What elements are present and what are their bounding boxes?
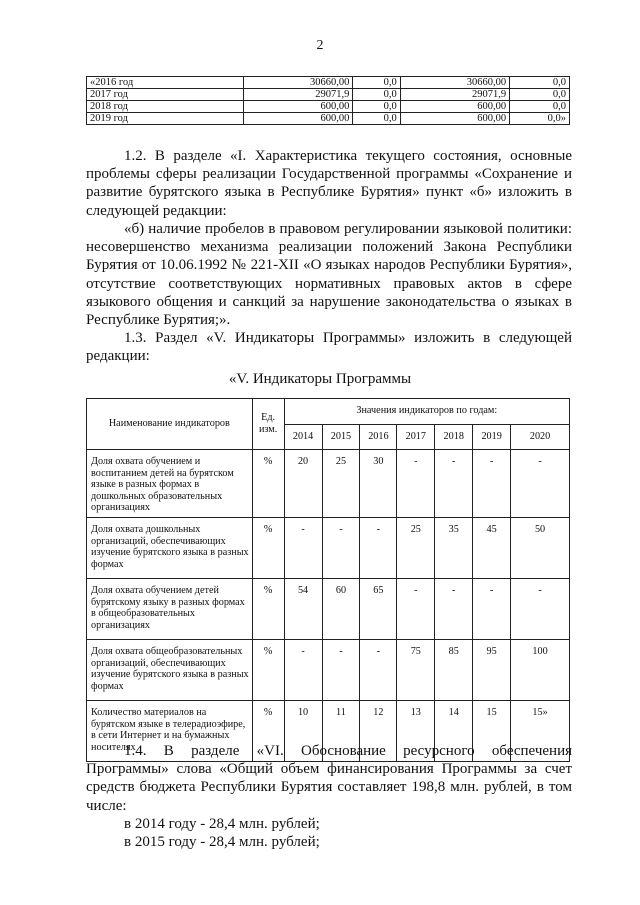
paragraph-1-3: 1.3. Раздел «V. Индикаторы Программы» изложить в следующей редакции: (86, 330, 572, 365)
budget-table-row (87, 101, 570, 113)
budget-table-cell: 600,00 (244, 113, 353, 125)
header-year: 2016 (360, 424, 397, 450)
budget-table-cell: 0,0 (510, 101, 570, 113)
indicator-value: - (473, 450, 511, 518)
indicator-value: 45 (473, 517, 511, 578)
indicator-unit: % (252, 517, 284, 578)
indicator-value: 12 (360, 700, 397, 761)
indicator-value: 60 (322, 578, 360, 639)
budget-table-cell: 0,0 (353, 113, 400, 125)
header-unit: Ед. изм. (252, 399, 284, 450)
indicator-value: 20 (284, 450, 322, 518)
budget-table (86, 76, 570, 125)
budget-table-cell: 600,00 (400, 101, 509, 113)
budget-table-cell: 2019 год (87, 113, 244, 125)
indicators-header-row (87, 399, 570, 425)
indicator-value: 13 (397, 700, 435, 761)
indicator-value: - (511, 578, 570, 639)
budget-table-cell: 29071,9 (400, 89, 509, 101)
indicator-value: 10 (284, 700, 322, 761)
indicator-unit: % (252, 700, 284, 761)
budget-table-cell: 0,0 (510, 77, 570, 89)
indicator-value: 54 (284, 578, 322, 639)
budget-table-cell: 0,0 (510, 89, 570, 101)
budget-table-cell: 29071,9 (244, 89, 353, 101)
budget-table-cell: 0,0» (510, 113, 570, 125)
page-number: 2 (316, 38, 324, 53)
indicator-value: 25 (322, 450, 360, 518)
indicator-value: - (284, 639, 322, 700)
indicator-value: - (322, 517, 360, 578)
header-year: 2019 (473, 424, 511, 450)
indicator-value: 35 (435, 517, 473, 578)
indicator-value: - (322, 639, 360, 700)
indicator-value: - (360, 639, 397, 700)
indicator-value: - (284, 517, 322, 578)
header-year: 2014 (284, 424, 322, 450)
indicators-table-title: «V. Индикаторы Программы (228, 371, 412, 387)
budget-table-row (87, 77, 570, 89)
indicator-value: - (511, 450, 570, 518)
indicator-value: 15» (511, 700, 570, 761)
indicator-unit: % (252, 578, 284, 639)
indicator-name: Доля охвата обучением детей бурятскому языку в разных формах в общеобразовательных организациях (87, 578, 253, 639)
paragraph-1-4: 1.4. В разделе «VI. Обоснование ресурсного обеспечения Программы» слова «Общий объем финансирования Программы за счет средств бюджета Республики Бурятия составляет 198,8 млн. рублей, в том числе: (86, 743, 572, 814)
indicator-value: - (360, 517, 397, 578)
header-year: 2020 (511, 424, 570, 450)
indicator-value: 75 (397, 639, 435, 700)
indicator-name: Доля охвата дошкольных организаций, обеспечивающих изучение бурятского языка в разных формах (87, 517, 253, 578)
indicator-value: - (473, 578, 511, 639)
indicator-row (87, 578, 570, 639)
header-name: Наименование индикаторов (87, 399, 253, 450)
indicator-value: - (397, 450, 435, 518)
budget-table-cell: 0,0 (353, 77, 400, 89)
header-year: 2015 (322, 424, 360, 450)
budget-table-cell: 0,0 (353, 101, 400, 113)
budget-table-cell: «2016 год (87, 77, 244, 89)
indicator-value: 100 (511, 639, 570, 700)
indicator-value: 11 (322, 700, 360, 761)
indicator-value: 30 (360, 450, 397, 518)
indicator-unit: % (252, 450, 284, 518)
indicator-value: 95 (473, 639, 511, 700)
budget-table-row (87, 89, 570, 101)
indicator-value: - (435, 578, 473, 639)
indicator-name: Доля охвата обучением и воспитанием детей на бурятском языке в разных формах в дошкольных образовательных организациях (87, 450, 253, 518)
indicator-row (87, 450, 570, 518)
indicator-value: 65 (360, 578, 397, 639)
budget-table-row (87, 113, 570, 125)
budget-table-cell: 30660,00 (244, 77, 353, 89)
indicator-value: 25 (397, 517, 435, 578)
indicator-value: 15 (473, 700, 511, 761)
header-year: 2017 (397, 424, 435, 450)
paragraph-b-quote: «б) наличие пробелов в правовом регулировании языковой политики: несовершенство механизма реализации положений Закона Республики Бурятия от 10.06.1992 № 221-XII «О языках народов Республики Бурятия», отсутствие соответствующих нормативных правовых актов в сфере языкового общения и санкций за нарушение законодательства о языках в Республике Бурятия;». (86, 221, 572, 329)
indicator-value: 50 (511, 517, 570, 578)
line-2015: в 2015 году - 28,4 млн. рублей; (124, 834, 320, 850)
indicator-name: Количество материалов на бурятском языке в телерадиоэфире, в сети Интернет и на бумажных носителях (87, 700, 253, 761)
paragraph-1-2: 1.2. В разделе «I. Характеристика текущего состояния, основные проблемы сферы реализации Государственной программы «Сохранение и развитие бурятского языка в Республике Бурятия» пункт «б» изложить в следующей редакции: (86, 148, 572, 219)
budget-table-cell: 0,0 (353, 89, 400, 101)
indicator-value: 14 (435, 700, 473, 761)
indicator-name: Доля охвата общеобразовательных организаций, обеспечивающих изучение бурятского языка в разных формах (87, 639, 253, 700)
header-year: 2018 (435, 424, 473, 450)
budget-table-cell: 30660,00 (400, 77, 509, 89)
indicator-row (87, 517, 570, 578)
budget-table-cell: 600,00 (400, 113, 509, 125)
budget-table-cell: 2017 год (87, 89, 244, 101)
indicator-value: - (397, 578, 435, 639)
indicator-value: 85 (435, 639, 473, 700)
indicator-value: - (435, 450, 473, 518)
budget-table-cell: 2018 год (87, 101, 244, 113)
budget-table-cell: 600,00 (244, 101, 353, 113)
line-2014: в 2014 году - 28,4 млн. рублей; (124, 816, 320, 832)
indicator-row (87, 639, 570, 700)
header-values: Значения индикаторов по годам: (284, 399, 569, 425)
indicator-unit: % (252, 639, 284, 700)
indicators-table (86, 398, 570, 762)
